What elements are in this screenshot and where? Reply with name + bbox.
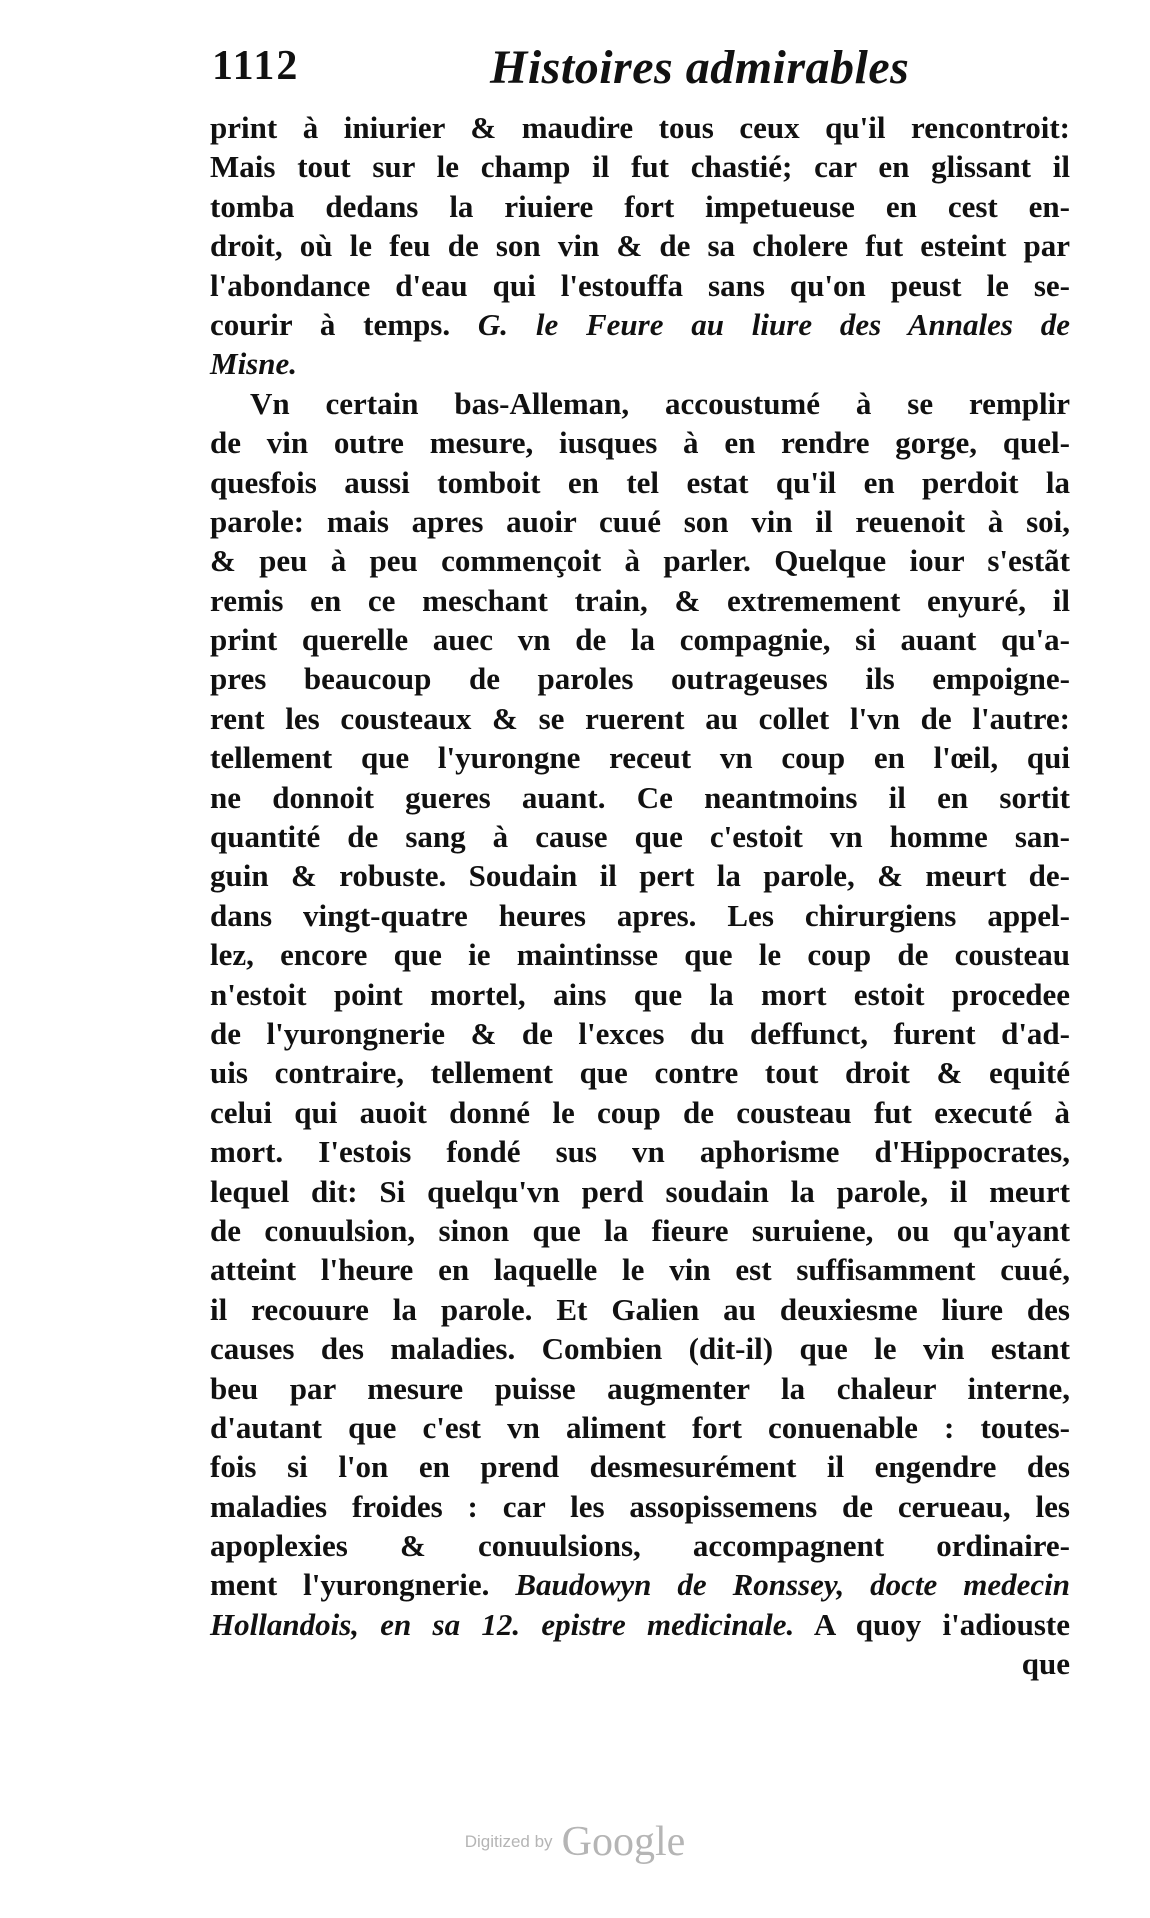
text-line [210, 1565, 1070, 1604]
text-line [210, 384, 1070, 423]
text-line [210, 1250, 1070, 1289]
line-text: mort. I'estois fondé sus vn aphorisme d'Hippocrates, [210, 1134, 1070, 1170]
line-text: print à iniurier & maudire tous ceux qu'il rencontroit: [210, 110, 1070, 145]
line-text: de l'yurongnerie & de l'exces du deffunct, furent d'ad- [210, 1015, 1070, 1051]
text-line [210, 738, 1070, 777]
text-line [210, 778, 1070, 817]
text-line [210, 1211, 1070, 1250]
text-line [210, 344, 1070, 383]
body-text [210, 108, 1070, 1684]
text-line [210, 108, 1070, 147]
citation-text: Hollandois, en sa 12. epistre medicinale. [210, 1606, 795, 1642]
line-text: uis contraire, tellement que contre tout droit & equité [210, 1055, 1070, 1091]
line-text: apoplexies & conuulsions, accompagnent ordinaire- [210, 1528, 1070, 1564]
text-line [210, 1172, 1070, 1211]
text-line [210, 147, 1070, 186]
line-text: parole: mais apres auoir cuué son vin il reuenoit à soi, [210, 503, 1070, 539]
text-line [210, 935, 1070, 974]
text-line [210, 1369, 1070, 1408]
line-text: Vn certain bas-Alleman, accoustumé à se remplir [250, 385, 1070, 421]
line-text: rent les cousteaux & se ruerent au collet l'vn de l'autre: [210, 700, 1070, 736]
line-text: remis en ce meschant train, & extremement enyuré, il [210, 582, 1070, 618]
google-logo: Google [561, 1819, 686, 1865]
citation-text: Baudowyn de Ronssey, docte medecin [515, 1567, 1070, 1603]
line-text: quesfois aussi tomboit en tel estat qu'il en perdoit la [210, 464, 1070, 500]
digitization-watermark [0, 1818, 1150, 1866]
line-text: l'abondance d'eau qui l'estouffa sans qu'on peust le se- [210, 267, 1070, 303]
text-line [210, 1526, 1070, 1565]
line-text: causes des maladies. Combien (dit-il) que le vin estant [210, 1331, 1070, 1367]
line-text: n'estoit point mortel, ains que la mort estoit procedee [210, 976, 1070, 1012]
text-line [210, 896, 1070, 935]
line-text: lez, encore que ie maintinsse que le coup de cousteau [210, 937, 1070, 973]
text-line [210, 975, 1070, 1014]
text-line [210, 502, 1070, 541]
line-text: pres beaucoup de paroles outrageuses ils empoigne- [210, 661, 1070, 697]
text-line [210, 620, 1070, 659]
line-text: quantité de sang à cause que c'estoit vn homme san- [210, 819, 1070, 855]
line-text: ment l'yurongnerie. [210, 1567, 516, 1603]
line-text: d'autant que c'est vn aliment fort conuenable : toutes- [210, 1409, 1070, 1445]
line-text: de vin outre mesure, iusques à en rendre gorge, quel- [210, 425, 1070, 461]
text-line [210, 463, 1070, 502]
citation-text: G. le Feure au liure des Annales de [477, 306, 1070, 342]
citation-text: Misne. [210, 346, 297, 382]
text-line [210, 1447, 1070, 1486]
text-line [210, 187, 1070, 226]
text-line [210, 226, 1070, 265]
line-text: beu par mesure puisse augmenter la chaleur interne, [210, 1370, 1070, 1406]
line-text: maladies froides : car les assopissemens de cerueau, les [210, 1488, 1070, 1524]
line-text: Mais tout sur le champ il fut chastié; car en glissant il [210, 149, 1070, 185]
line-text: & peu à peu commençoit à parler. Quelque iour s'estãt [210, 543, 1070, 579]
text-line [210, 581, 1070, 620]
text-line [210, 305, 1070, 344]
page-header [212, 42, 952, 102]
text-line [210, 1093, 1070, 1132]
line-text: il recouure la parole. Et Galien au deuxiesme liure des [210, 1291, 1070, 1327]
text-line [210, 1605, 1070, 1644]
line-text: print querelle auec vn de la compagnie, si auant qu'a- [210, 622, 1070, 658]
line-text: fois si l'on en prend desmesurément il engendre des [210, 1449, 1070, 1485]
line-text: celui qui auoit donné le coup de cousteau fut executé à [210, 1094, 1070, 1130]
line-text: courir à temps. [210, 306, 478, 342]
line-text: droit, où le feu de son vin & de sa cholere fut esteint par [210, 228, 1070, 264]
line-text: A quoy i'adiouste [794, 1606, 1070, 1642]
line-text: tellement que l'yurongne receut vn coup en l'œil, qui [210, 740, 1070, 776]
text-line [210, 541, 1070, 580]
line-text: tomba dedans la riuiere fort impetueuse en cest en- [210, 188, 1070, 224]
text-line [210, 1053, 1070, 1092]
line-text: dans vingt-quatre heures apres. Les chirurgiens appel- [210, 897, 1070, 933]
line-text: guin & robuste. Soudain il pert la parole, & meurt de- [210, 858, 1070, 894]
text-line [210, 1487, 1070, 1526]
page-number: 1112 [212, 43, 300, 89]
running-title: Histoires admirables [490, 41, 910, 94]
text-line [210, 1132, 1070, 1171]
text-line [210, 699, 1070, 738]
line-text: atteint l'heure en laquelle le vin est suffisamment cuué, [210, 1252, 1070, 1288]
text-line [210, 423, 1070, 462]
text-line [210, 1290, 1070, 1329]
text-line [210, 1014, 1070, 1053]
line-text: de conuulsion, sinon que la fieure suruiene, ou qu'ayant [210, 1212, 1070, 1248]
line-text: ne donnoit gueres auant. Ce neantmoins il en sortit [210, 779, 1070, 815]
text-line [210, 856, 1070, 895]
catchword: que [1021, 1646, 1070, 1682]
text-line [210, 266, 1070, 305]
digitized-by-label: Digitized by [464, 1832, 553, 1851]
text-line [210, 817, 1070, 856]
text-line [210, 1408, 1070, 1447]
text-line [210, 1329, 1070, 1368]
text-line [210, 659, 1070, 698]
line-text: lequel dit: Si quelqu'vn perd soudain la parole, il meurt [210, 1173, 1070, 1209]
